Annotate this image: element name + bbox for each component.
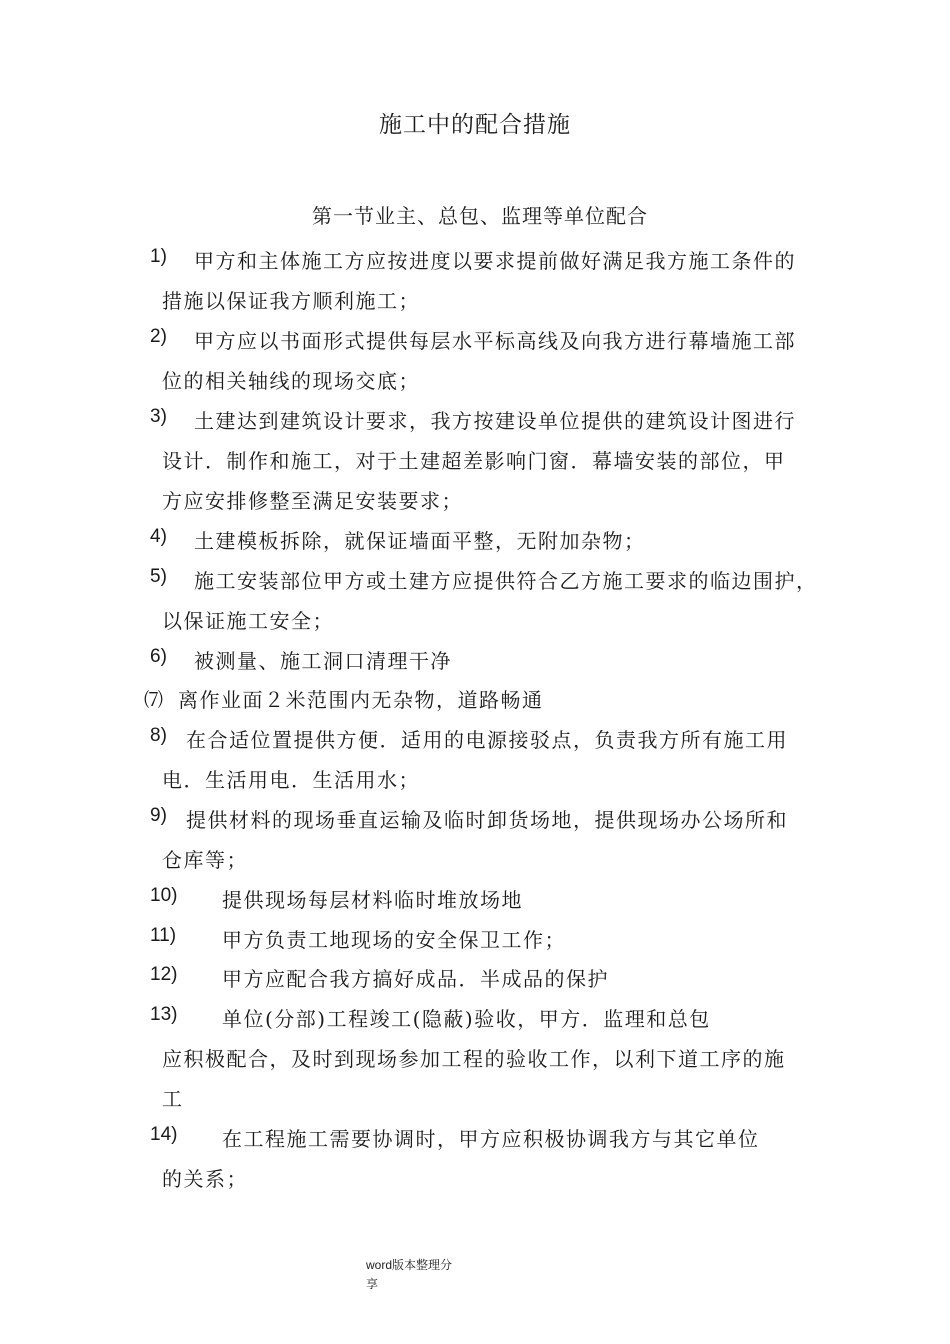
item-number: 9) xyxy=(150,805,167,826)
item-text: 措施以保证我方顺利施工； xyxy=(162,289,420,313)
item-text: 以保证施工安全； xyxy=(162,609,334,633)
item-text: 提供现场每层材料临时堆放场地 xyxy=(222,888,523,912)
footer-line: word版本整理分 xyxy=(366,1258,453,1272)
section-title: 第一节业主、总包、监理等单位配合 xyxy=(312,204,648,228)
item-text: 甲方应以书面形式提供每层水平标高线及向我方进行幕墙施工部 xyxy=(194,329,796,353)
item-number: 8) xyxy=(150,725,167,746)
page-title: 施工中的配合措施 xyxy=(379,112,571,138)
item-number: 12) xyxy=(150,964,178,985)
item-number: 5) xyxy=(150,566,167,587)
item-text: 甲方负责工地现场的安全保卫工作； xyxy=(222,928,566,952)
item-number: 1) xyxy=(150,246,167,267)
item-text: 应积极配合，及时到现场参加工程的验收工作，以利下道工序的施 xyxy=(162,1047,786,1071)
item-number: 14) xyxy=(150,1124,178,1145)
item-text: 土建模板拆除，就保证墙面平整，无附加杂物； xyxy=(194,529,646,553)
item-number: 4) xyxy=(150,526,167,547)
item-text: 在合适位置提供方便．适用的电源接驳点，负责我方所有施工用 xyxy=(186,728,788,752)
item-text: 甲方应配合我方搞好成品．半成品的保护 xyxy=(222,967,609,991)
item-number: 10) xyxy=(150,885,178,906)
item-number: 6) xyxy=(150,646,167,667)
item-text: 仓库等； xyxy=(162,848,248,872)
item-text: 电．生活用电．生活用水； xyxy=(162,768,420,792)
item-text: 单位(分部)工程竣工(隐蔽)验收，甲方．监理和总包 xyxy=(222,1007,711,1031)
item-number: 11) xyxy=(150,925,177,946)
item-text: 施工安装部位甲方或土建方应提供符合乙方施工要求的临边围护， xyxy=(194,569,818,593)
item-text: 工 xyxy=(162,1087,184,1111)
item-text: 甲方和主体施工方应按进度以要求提前做好满足我方施工条件的 xyxy=(194,249,796,273)
footer-line: 享 xyxy=(366,1277,379,1291)
item-text: 位的相关轴线的现场交底； xyxy=(162,369,420,393)
item-text: 的关系； xyxy=(162,1167,248,1191)
item-number: 2) xyxy=(150,326,167,347)
item-number: ⑺ xyxy=(144,690,164,711)
item-text: 方应安排修整至满足安装要求； xyxy=(162,489,463,513)
item-number: 3) xyxy=(150,406,167,427)
item-text: 被测量、施工洞口清理干净 xyxy=(194,649,452,673)
item-text: 离作业面２米范围内无杂物，道路畅通 xyxy=(178,688,544,712)
item-text: 在工程施工需要协调时，甲方应积极协调我方与其它单位 xyxy=(222,1127,760,1151)
item-text: 设计．制作和施工，对于土建超差影响门窗．幕墙安装的部位，甲 xyxy=(162,449,786,473)
item-text: 土建达到建筑设计要求，我方按建设单位提供的建筑设计图进行 xyxy=(194,409,796,433)
item-text: 提供材料的现场垂直运输及临时卸货场地，提供现场办公场所和 xyxy=(186,808,788,832)
item-number: 13) xyxy=(150,1004,178,1025)
footer-note xyxy=(366,1256,476,1294)
